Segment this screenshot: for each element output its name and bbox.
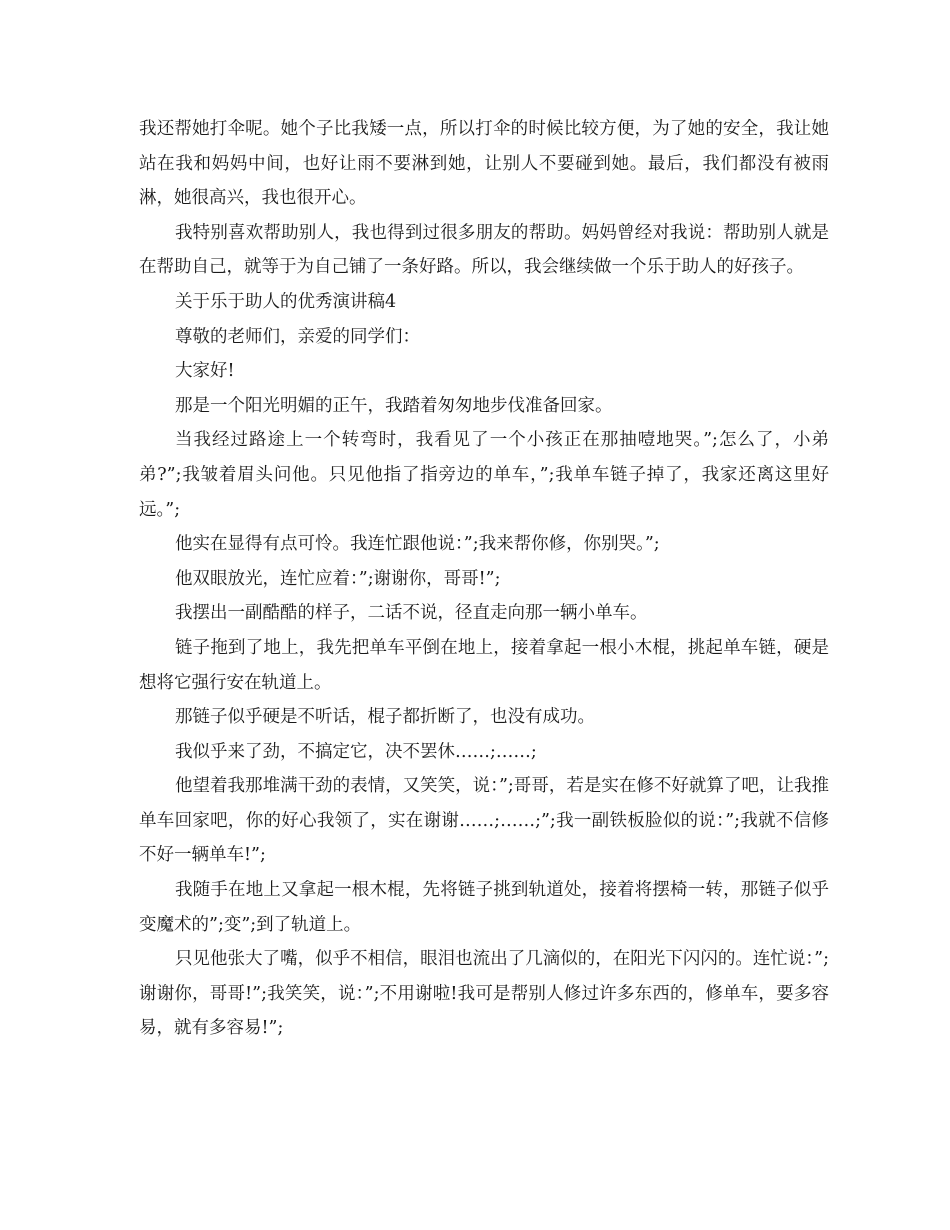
paragraph-10: 我摆出一副酷酷的样子，二话不说，径直走向那一辆小单车。	[175, 603, 648, 624]
paragraph-14: 他望着我那堆满干劲的表情，又笑笑，说：”;哥哥，若是实在修不好就算了吧，让我推单车回家吧，你的好心我领了，实在谢谢……;……;”;我一副铁板脸似的说：”;我就不信修不好一辆单车!”;	[139, 776, 829, 866]
paragraph-13: 我似乎来了劲，不搞定它，决不罢休……;……;	[175, 741, 537, 762]
paragraph-16: 只见他张大了嘴，似乎不相信，眼泪也流出了几滴似的，在阳光下闪闪的。连忙说：”;谢谢你，哥哥!”;我笑笑，说：”;不用谢啦!我可是帮别人修过许多东西的，修单车，要多容易，就有多容易!”;	[139, 949, 829, 1039]
paragraph-12: 那链子似乎硬是不听话，棍子都折断了，也没有成功。	[175, 707, 595, 728]
paragraph-6: 那是一个阳光明媚的正午，我踏着匆匆地步伐准备回家。	[175, 395, 613, 416]
section-heading: 关于乐于助人的优秀演讲稿4	[175, 291, 397, 312]
paragraph-7: 当我经过路途上一个转弯时，我看见了一个小孩正在那抽噎地哭。”;怎么了，小弟弟?”;我皱着眉头问他。只见他指了指旁边的单车，”;我单车链子掉了，我家还离这里好远。”;	[139, 430, 829, 520]
paragraph-1: 我还帮她打伞呢。她个子比我矮一点，所以打伞的时候比较方便，为了她的安全，我让她站在我和妈妈中间，也好让雨不要淋到她，让别人不要碰到她。最后，我们都没有被雨淋，她很高兴，我也很开心。	[139, 119, 829, 209]
paragraph-9: 他双眼放光，连忙应着：”;谢谢你，哥哥!”;	[175, 568, 501, 589]
paragraph-11: 链子拖到了地上，我先把单车平倒在地上，接着拿起一根小木棍，挑起单车链，硬是想将它强行安在轨道上。	[139, 637, 829, 693]
greeting: 大家好!	[175, 361, 235, 382]
salutation: 尊敬的老师们，亲爱的同学们：	[175, 326, 420, 347]
paragraph-2: 我特别喜欢帮助别人，我也得到过很多朋友的帮助。妈妈曾经对我说：帮助别人就是在帮助自己，就等于为自己铺了一条好路。所以，我会继续做一个乐于助人的好孩子。	[139, 222, 829, 278]
paragraph-8: 他实在显得有点可怜。我连忙跟他说：”;我来帮你修，你别哭。”;	[175, 534, 660, 555]
document-body	[139, 112, 829, 1046]
paragraph-15: 我随手在地上又拿起一根木棍，先将链子挑到轨道处，接着将摆椅一转，那链子似乎变魔术的”;变”;到了轨道上。	[139, 880, 829, 935]
